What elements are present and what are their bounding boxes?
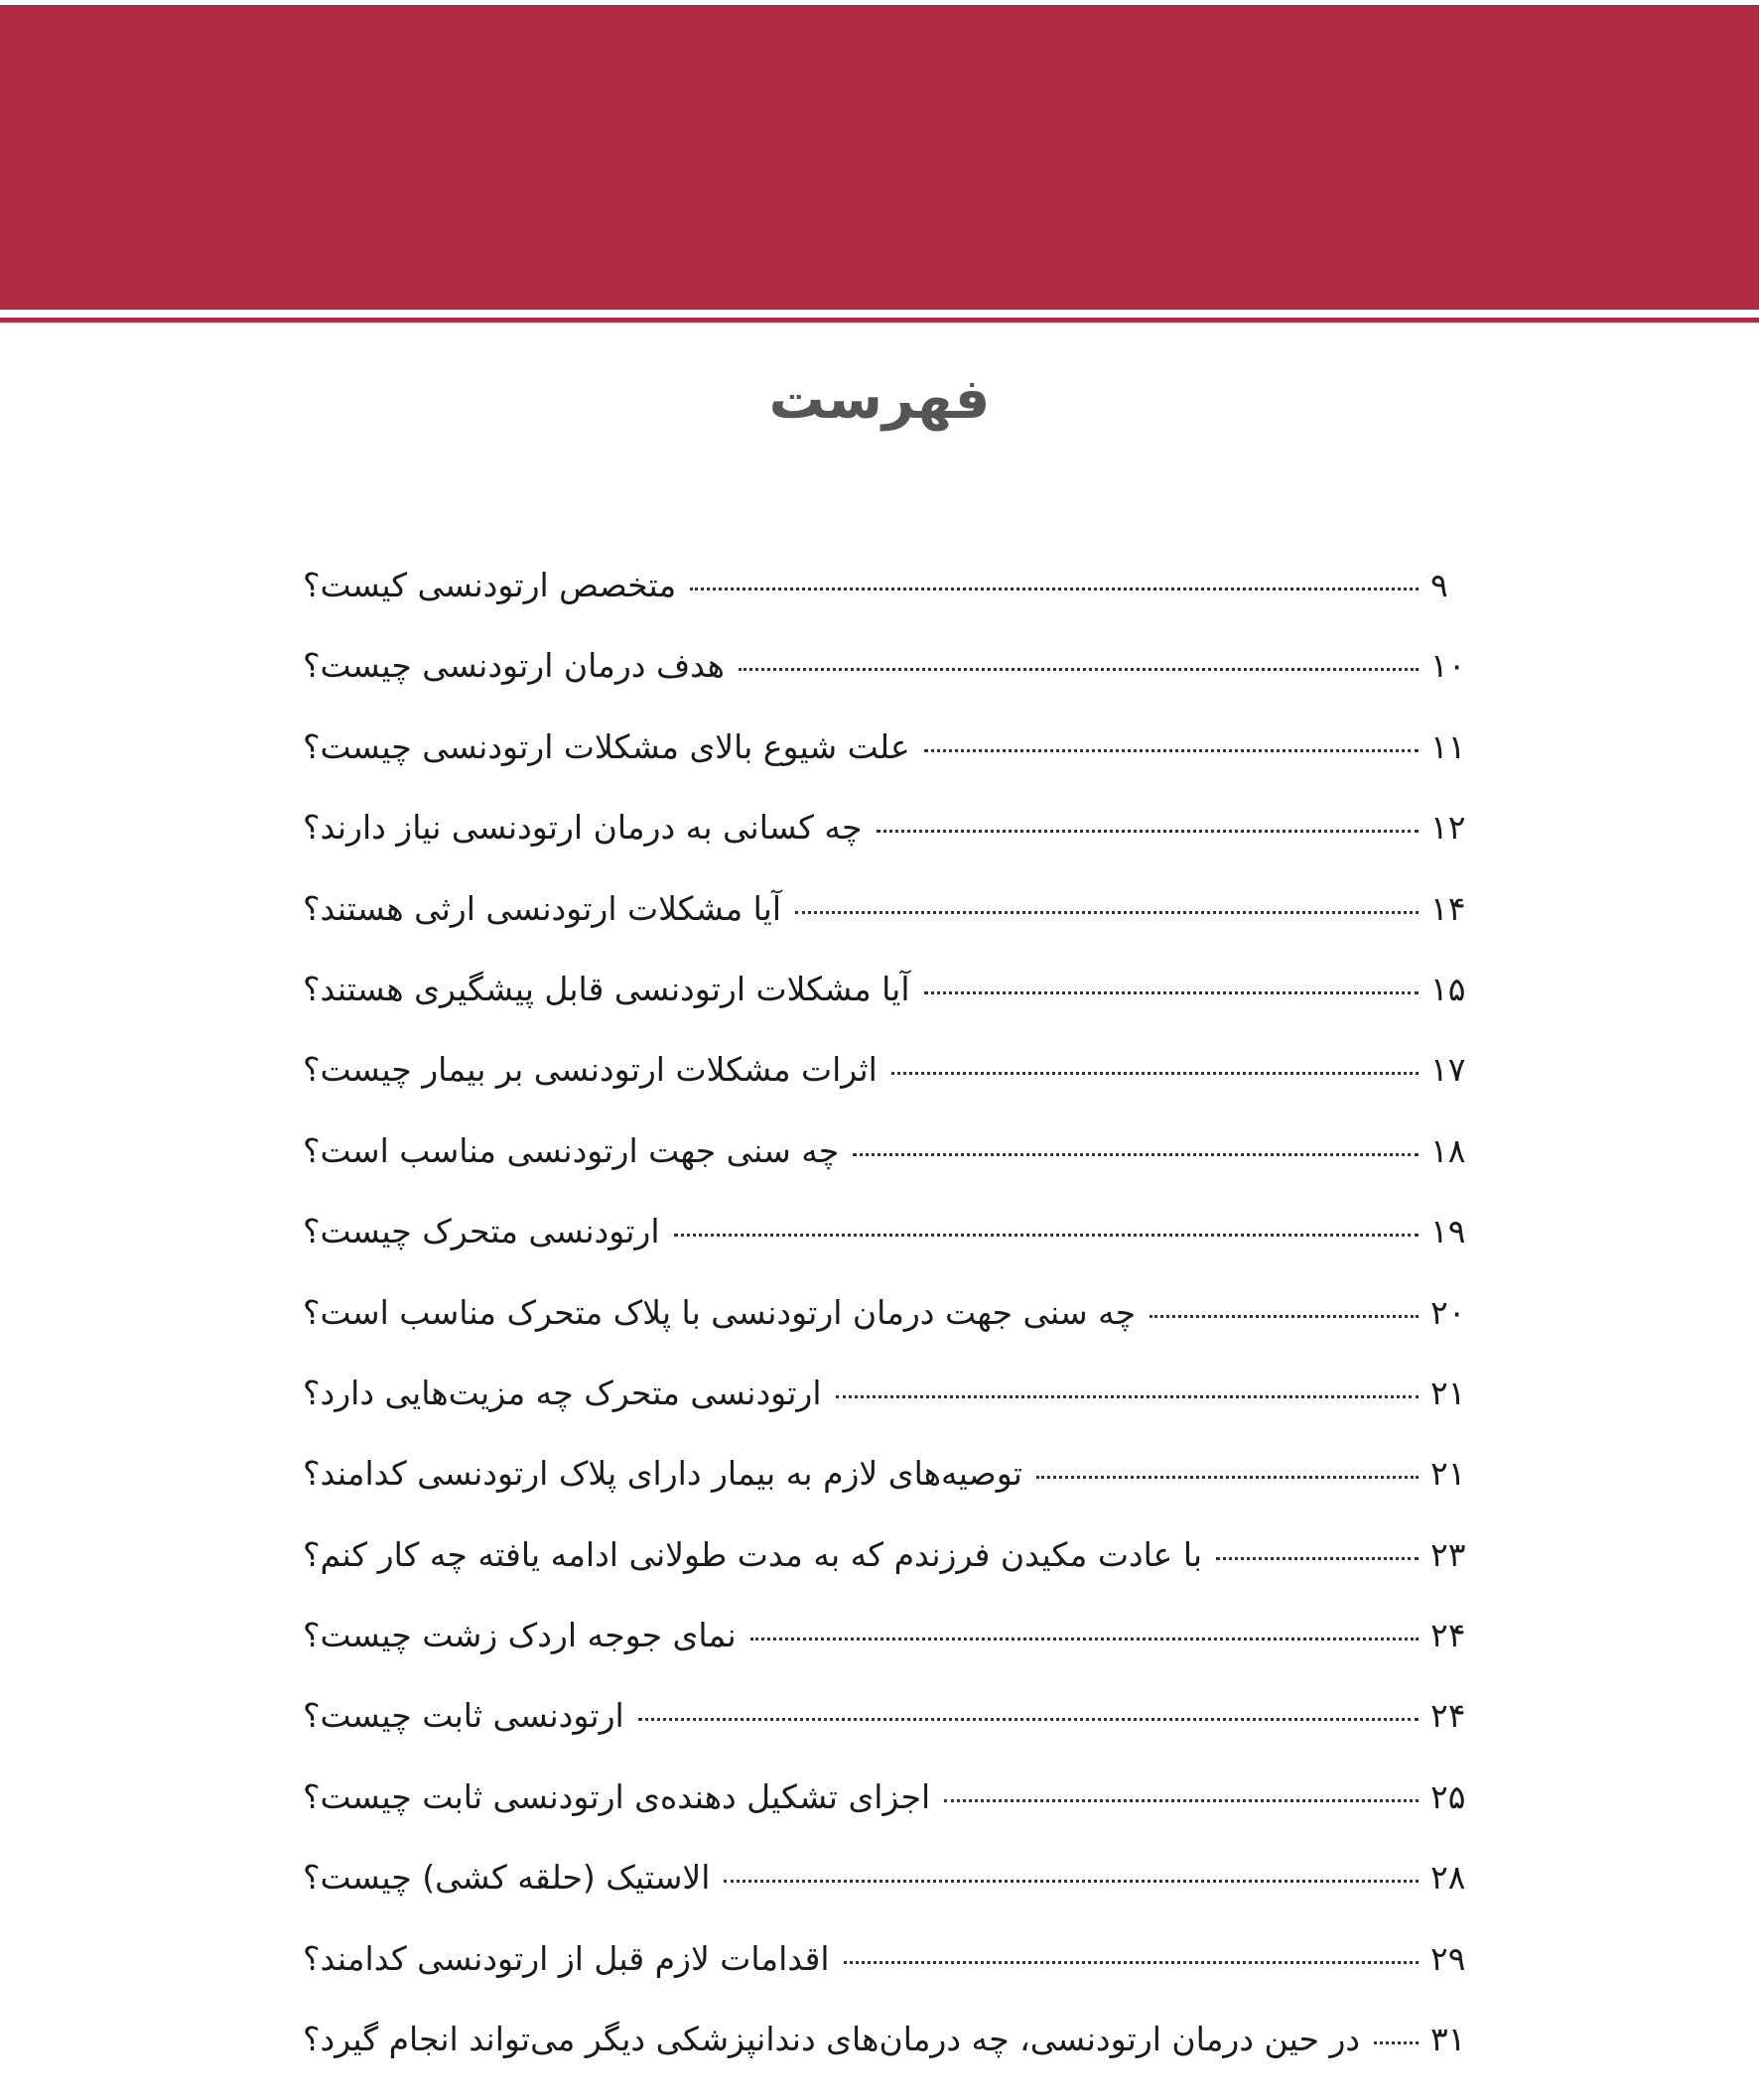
- toc-entry[interactable]: [303, 1374, 1470, 1454]
- toc-entry-page-number: ۲۰: [1430, 1292, 1466, 1332]
- toc-entry[interactable]: [303, 1535, 1470, 1616]
- toc-entry-title: با عادت مکیدن فرزندم که به مدت طولانی ادامه یافته چه کار کنم؟: [303, 1534, 1203, 1574]
- toc-entry-title: متخصص ارتودنسی کیست؟: [303, 566, 677, 604]
- toc-entry[interactable]: [303, 1696, 1470, 1776]
- toc-entry-title: توصیه‌های لازم به بیمار دارای پلاک ارتودنسی کدامند؟: [303, 1454, 1022, 1494]
- toc-dot-leader: [674, 1234, 1419, 1237]
- toc-dot-leader: [690, 588, 1419, 591]
- toc-entry-page-number: ۲۵: [1430, 1776, 1466, 1816]
- toc-entry-page-number: ۱۲: [1430, 808, 1466, 848]
- toc-entry-page-number: ۱۷: [1430, 1050, 1466, 1090]
- toc-entry-page-number: ۱۵: [1430, 969, 1466, 1008]
- header-rule: [0, 318, 1759, 323]
- toc-dot-leader: [724, 1880, 1419, 1883]
- toc-entry-title: ارتودنسی متحرک چیست؟: [303, 1212, 660, 1251]
- toc-entry[interactable]: [303, 1212, 1470, 1292]
- toc-entry-title: علت شیوع بالای مشکلات ارتودنسی چیست؟: [303, 726, 910, 766]
- toc-entry[interactable]: [303, 1616, 1470, 1696]
- toc-dot-leader: [1150, 1315, 1419, 1318]
- toc-entry-page-number: ۱۹: [1430, 1212, 1466, 1251]
- toc-entry[interactable]: [303, 646, 1470, 726]
- toc-dot-leader: [944, 1799, 1419, 1802]
- toc-entry-title: ارتودنسی ثابت چیست؟: [303, 1696, 624, 1736]
- header-rule-gap: [0, 310, 1759, 318]
- toc-entry-title: اقدامات لازم قبل از ارتودنسی کدامند؟: [303, 1938, 830, 1978]
- toc-dot-leader: [924, 749, 1419, 752]
- toc-entry-page-number: ۹: [1430, 566, 1448, 604]
- toc-entry[interactable]: [303, 1454, 1470, 1534]
- toc-dot-leader: [924, 991, 1419, 994]
- toc-entry[interactable]: [303, 1777, 1470, 1858]
- toc-entry[interactable]: [303, 889, 1470, 970]
- table-of-contents: [303, 566, 1470, 2100]
- toc-entry-title: اثرات مشکلات ارتودنسی بر بیمار چیست؟: [303, 1050, 878, 1090]
- toc-entry-page-number: ۱۰: [1430, 646, 1466, 686]
- toc-dot-leader: [638, 1718, 1419, 1721]
- toc-entry[interactable]: [303, 970, 1470, 1050]
- toc-entry[interactable]: [303, 1293, 1470, 1374]
- toc-dot-leader: [1036, 1476, 1419, 1479]
- toc-dot-leader: [853, 1153, 1419, 1156]
- toc-entry-page-number: ۳۱: [1430, 2020, 1466, 2059]
- toc-dot-leader: [795, 911, 1419, 914]
- toc-dot-leader: [877, 830, 1419, 833]
- toc-entry[interactable]: [303, 1131, 1470, 1212]
- toc-entry-title: آیا مشکلات ارتودنسی ارثی هستند؟: [303, 888, 782, 928]
- toc-entry[interactable]: [303, 1939, 1470, 2020]
- toc-entry[interactable]: [303, 1050, 1470, 1130]
- toc-entry[interactable]: [303, 1858, 1470, 1938]
- toc-entry-title: چه سنی جهت درمان ارتودنسی با پلاک متحرک مناسب است؟: [303, 1292, 1137, 1332]
- header-band: [0, 5, 1759, 310]
- toc-entry-page-number: ۲۳: [1430, 1534, 1466, 1574]
- toc-dot-leader: [739, 668, 1419, 671]
- toc-entry-title: هدف درمان ارتودنسی چیست؟: [303, 646, 725, 686]
- toc-entry-title: چه سنی جهت ارتودنسی مناسب است؟: [303, 1130, 840, 1170]
- toc-entry[interactable]: [303, 808, 1470, 888]
- toc-entry[interactable]: [303, 2020, 1470, 2100]
- toc-entry-page-number: ۲۱: [1430, 1373, 1466, 1412]
- toc-entry-title: ارتودنسی متحرک چه مزیت‌هایی دارد؟: [303, 1373, 822, 1412]
- toc-dot-leader: [750, 1638, 1419, 1641]
- toc-entry-title: چه کسانی به درمان ارتودنسی نیاز دارند؟: [303, 808, 863, 848]
- toc-entry[interactable]: [303, 727, 1470, 808]
- toc-entry-page-number: ۲۴: [1430, 1696, 1466, 1736]
- toc-entry-title: الاستیک (حلقه کشی) چیست؟: [303, 1858, 711, 1898]
- toc-entry[interactable]: [303, 566, 1470, 646]
- toc-dot-leader: [836, 1395, 1419, 1398]
- toc-entry-title: آیا مشکلات ارتودنسی قابل پیشگیری هستند؟: [303, 969, 910, 1008]
- toc-entry-page-number: ۱۱: [1430, 726, 1466, 766]
- toc-entry-page-number: ۲۸: [1430, 1858, 1466, 1898]
- toc-entry-page-number: ۲۱: [1430, 1454, 1466, 1494]
- page-title: فهرست: [768, 367, 991, 432]
- toc-entry-title: در حین درمان ارتودنسی، چه درمان‌های دندانپزشکی دیگر می‌تواند انجام گیرد؟: [303, 2020, 1361, 2059]
- toc-dot-leader: [891, 1072, 1419, 1075]
- toc-entry-title: نمای جوجه اردک زشت چیست؟: [303, 1616, 737, 1655]
- toc-entry-page-number: ۱۸: [1430, 1130, 1466, 1170]
- toc-entry-page-number: ۱۴: [1430, 888, 1466, 928]
- toc-entry-page-number: ۲۴: [1430, 1616, 1466, 1655]
- toc-dot-leader: [1374, 2041, 1419, 2044]
- toc-entry-page-number: ۲۹: [1430, 1938, 1466, 1978]
- toc-dot-leader: [844, 1961, 1419, 1964]
- toc-entry-title: اجزای تشکیل دهنده‌ی ارتودنسی ثابت چیست؟: [303, 1776, 931, 1816]
- toc-dot-leader: [1216, 1557, 1419, 1560]
